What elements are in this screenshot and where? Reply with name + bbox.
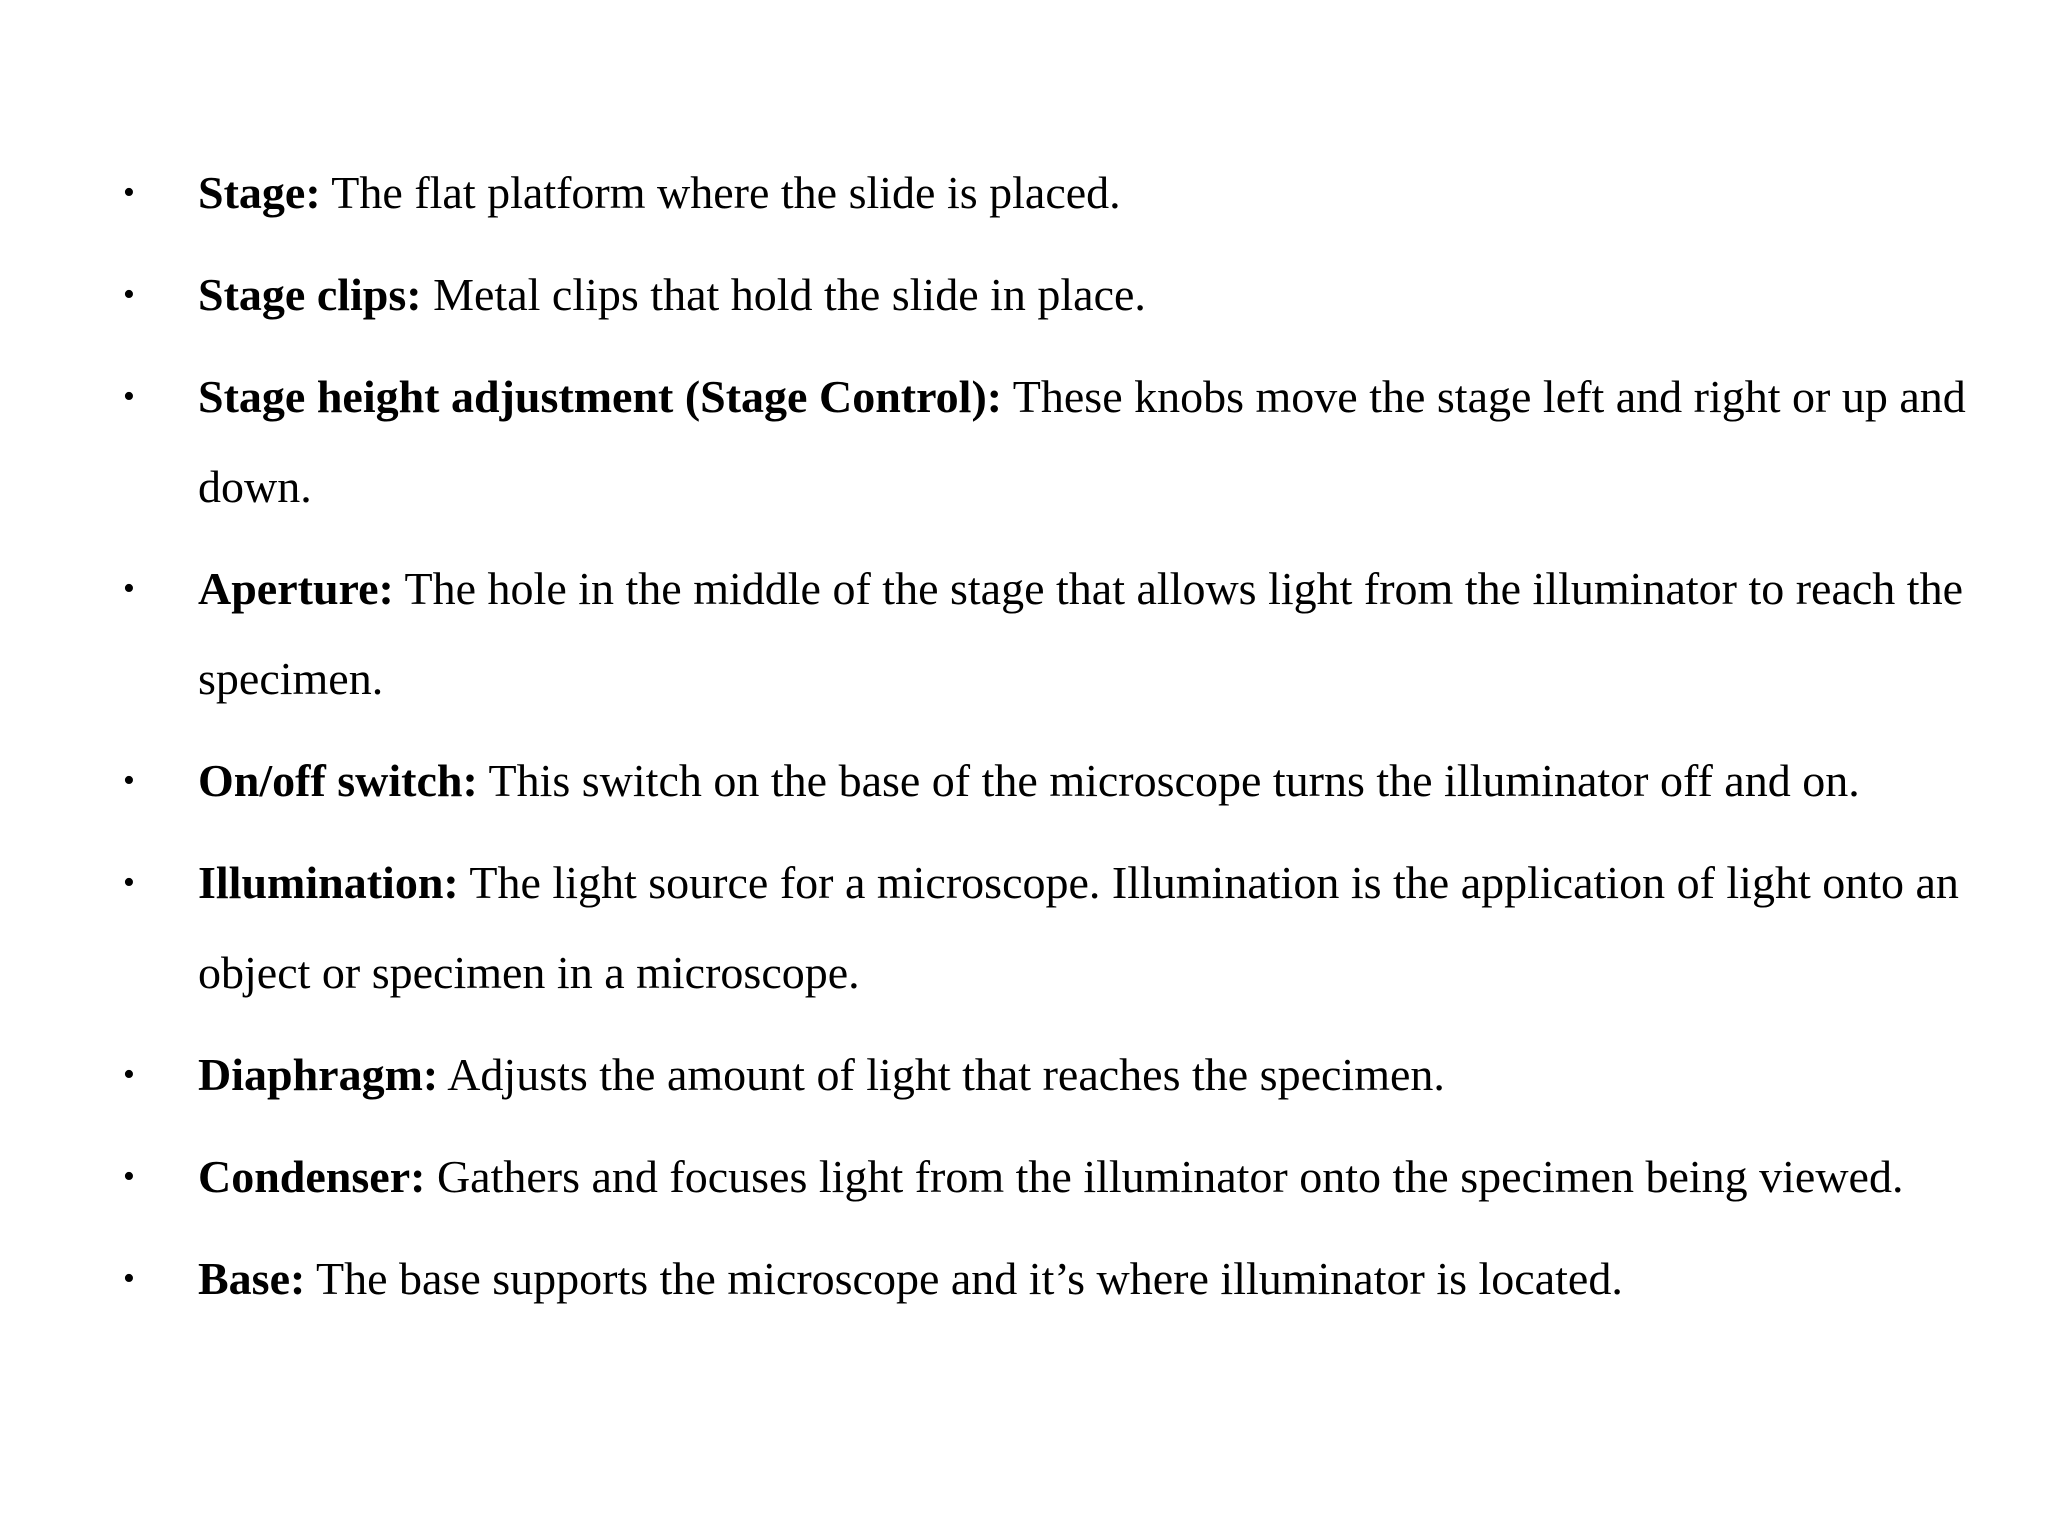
list-item-stage (0, 148, 2048, 238)
list-item-condenser (0, 1132, 2048, 1222)
term-definition: These knobs move the stage left and right or up and down. (198, 371, 1966, 512)
term-label: On/off switch: (198, 755, 478, 806)
bullet-icon: • (123, 762, 135, 799)
term-label: Aperture: (198, 563, 394, 614)
bullet-icon: • (123, 1158, 135, 1195)
term-definition: The light source for a microscope. Illumination is the application of light onto an object or specimen in a microscope. (198, 857, 1959, 998)
term-definition: The flat platform where the slide is placed. (320, 167, 1121, 218)
list-item-stage-clips (0, 250, 2048, 340)
list-item-illumination (0, 838, 2048, 1018)
microscope-parts-list (0, 148, 2048, 1324)
list-item-on-off-switch (0, 736, 2048, 826)
term-definition: The base supports the microscope and it’s where illuminator is located. (305, 1253, 1623, 1304)
bullet-icon: • (123, 1260, 135, 1297)
term-definition: Adjusts the amount of light that reaches the specimen. (438, 1049, 1445, 1100)
term-label: Diaphragm: (198, 1049, 439, 1100)
bullet-icon: • (123, 276, 135, 313)
bullet-icon: • (123, 174, 135, 211)
term-definition: The hole in the middle of the stage that allows light from the illuminator to reach the specimen. (198, 563, 1964, 704)
term-label: Condenser: (198, 1151, 426, 1202)
list-item-stage-height-adjustment (0, 352, 2048, 532)
term-label: Illumination: (198, 857, 459, 908)
term-label: Stage: (198, 167, 321, 218)
bullet-icon: • (123, 570, 135, 607)
bullet-icon: • (123, 378, 135, 415)
term-label: Stage clips: (198, 269, 422, 320)
list-item-base (0, 1234, 2048, 1324)
term-definition: Gathers and focuses light from the illuminator onto the specimen being viewed. (425, 1151, 1904, 1202)
list-item-diaphragm (0, 1030, 2048, 1120)
bullet-icon: • (123, 864, 135, 901)
term-definition: Metal clips that hold the slide in place. (421, 269, 1146, 320)
term-label: Base: (198, 1253, 306, 1304)
list-item-aperture (0, 544, 2048, 724)
term-definition: This switch on the base of the microscope turns the illuminator off and on. (477, 755, 1860, 806)
document-page (0, 148, 2048, 1336)
term-label: Stage height adjustment (Stage Control): (198, 371, 1003, 422)
bullet-icon: • (123, 1056, 135, 1093)
